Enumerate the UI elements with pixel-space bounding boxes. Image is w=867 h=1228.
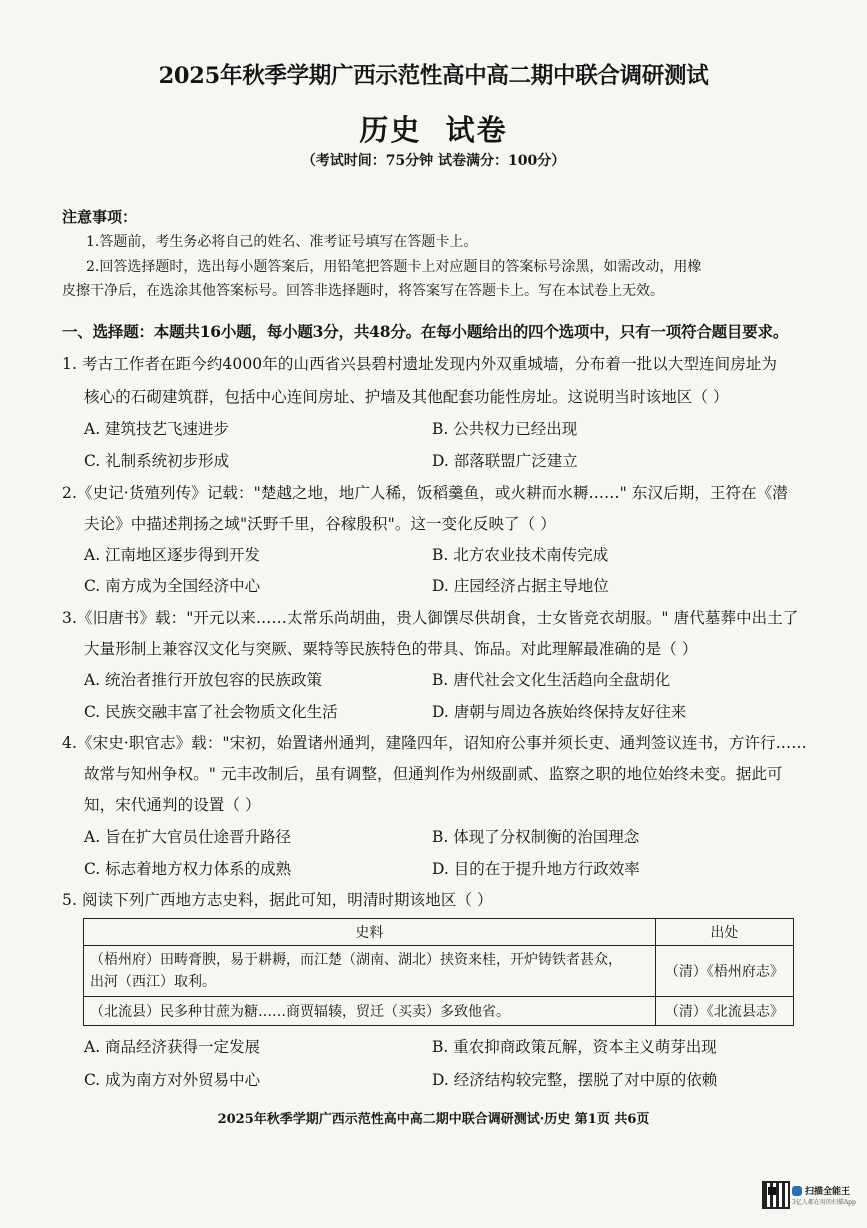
option-c[interactable]: C. 南方成为全国经济中心 — [84, 577, 261, 595]
notice-line: 皮擦干净后，在选涂其他答案标号。回答非选择题时，将答案写在答题卡上。写在本试卷上无效。 — [62, 283, 664, 299]
exam-info: （考试时间：75分钟 试卷满分：100分） — [301, 153, 566, 169]
option-b[interactable]: B. 北方农业技术南传完成 — [432, 546, 609, 564]
notice-line: 2.回答选择题时，选出每小题答案后，用铅笔把答题卡上对应题目的答案标号涂黑，如需改动，用橡 — [86, 259, 702, 275]
option-b[interactable]: B. 唐代社会文化生活趋向全盘胡化 — [432, 671, 671, 689]
question-stem: 故常与知州争权。" 元丰改制后，虽有调整，但通判作为州级副贰、监察之职的地位始终未变。据此可 — [84, 765, 783, 783]
option-a[interactable]: A. 统治者推行开放包容的民族政策 — [84, 671, 323, 689]
exam-subject: 历史 试卷 — [359, 113, 508, 147]
exam-title: 2025年秋季学期广西示范性高中高二期中联合调研测试 — [158, 63, 709, 89]
question-stem: 知，宋代通判的设置（ ） — [84, 796, 261, 814]
option-a[interactable]: A. 江南地区逐步得到开发 — [84, 546, 261, 564]
option-c[interactable]: C. 礼制系统初步形成 — [84, 452, 230, 470]
table-cell: （清）《北流县志》 — [655, 997, 793, 1026]
option-d[interactable]: D. 部落联盟广泛建立 — [432, 452, 578, 470]
table-header-row — [84, 919, 794, 946]
section-heading: 一、选择题：本题共16小题，每小题3分，共48分。在每小题给出的四个选项中，只有一项符合题目要求。 — [62, 322, 789, 341]
table-cell: （北流县）民多种甘蔗为糖……商贾辐辏，贸迁（买卖）多致他省。 — [84, 997, 656, 1026]
option-b[interactable]: B. 重农抑商政策瓦解，资本主义萌芽出现 — [432, 1038, 717, 1056]
source-table — [83, 918, 794, 1026]
page-footer: 2025年秋季学期广西示范性高中高二期中联合调研测试·历史 第1页 共6页 — [217, 1112, 650, 1127]
table-row — [84, 946, 794, 997]
question-stem: 2.《史记·货殖列传》记载："楚越之地，地广人稀，饭稻羹鱼，或火耕而水耨……" 东汉后期，王符在《潜 — [62, 484, 788, 502]
scanner-app-icon — [792, 1186, 802, 1196]
question-stem: 5. 阅读下列广西地方志史料，据此可知，明清时期该地区（ ） — [62, 891, 493, 909]
question-stem: 1. 考古工作者在距今约4000年的山西省兴县碧村遗址发现内外双重城墙，分布着一批以大型连间房址为 — [62, 355, 778, 373]
table-cell: （清）《梧州府志》 — [655, 946, 793, 997]
table-header: 史料 — [84, 919, 656, 946]
question-stem: 4.《宋史·职官志》载："宋初，始置诸州通判，建隆四年，诏知府公事并须长吏、通判签议连书，方许行…… — [62, 734, 807, 752]
table-row — [84, 997, 794, 1026]
notice-heading: 注意事项： — [62, 208, 138, 226]
table-header: 出处 — [655, 919, 793, 946]
scanner-badge — [792, 1182, 858, 1208]
option-c[interactable]: C. 民族交融丰富了社会物质文化生活 — [84, 703, 338, 721]
scanner-badge-label: 扫描全能王 — [805, 1187, 851, 1197]
question-stem: 3.《旧唐书》载："开元以来……太常乐尚胡曲，贵人御馔尽供胡食，士女皆竞衣胡服。" 唐代墓葬中出土了 — [62, 609, 799, 627]
option-a[interactable]: A. 建筑技艺飞速进步 — [84, 420, 230, 438]
option-c[interactable]: C. 标志着地方权力体系的成熟 — [84, 860, 292, 878]
table-cell — [84, 946, 656, 997]
option-a[interactable]: A. 旨在扩大官员仕途晋升路径 — [84, 828, 292, 846]
option-b[interactable]: B. 体现了分权制衡的治国理念 — [432, 828, 640, 846]
option-d[interactable]: D. 经济结构较完整，摆脱了对中原的依赖 — [432, 1071, 718, 1089]
option-c[interactable]: C. 成为南方对外贸易中心 — [84, 1071, 261, 1089]
question-stem: 夫论》中描述荆扬之域"沃野千里，谷稼殷积"。这一变化反映了（ ） — [84, 515, 556, 533]
cell-line: 出河（西江）取利。 — [90, 974, 216, 990]
notice-line: 1.答题前，考生务必将自己的姓名、准考证号填写在答题卡上。 — [86, 234, 478, 250]
option-d[interactable]: D. 唐朝与周边各族始终保持友好往来 — [432, 703, 687, 721]
option-a[interactable]: A. 商品经济获得一定发展 — [84, 1038, 261, 1056]
option-b[interactable]: B. 公共权力已经出现 — [432, 420, 578, 438]
cell-line: （梧州府）田畴膏腴，易于耕耨，而江楚（湖南、湖北）挟资来桂，开炉铸铁者甚众， — [90, 952, 622, 968]
option-d[interactable]: D. 目的在于提升地方行政效率 — [432, 860, 640, 878]
question-stem: 核心的石砌建筑群，包括中心连间房址、护墙及其他配套功能性房址。这说明当时该地区（ ） — [84, 388, 729, 406]
option-d[interactable]: D. 庄园经济占据主导地位 — [432, 577, 609, 595]
question-stem: 大量形制上兼容汉文化与突厥、粟特等民族特色的带具、饰品。对此理解最准确的是（ ） — [84, 640, 698, 658]
qr-code-icon — [762, 1181, 790, 1209]
scanner-badge-sub: 3亿人都在用的扫描App — [792, 1199, 856, 1206]
